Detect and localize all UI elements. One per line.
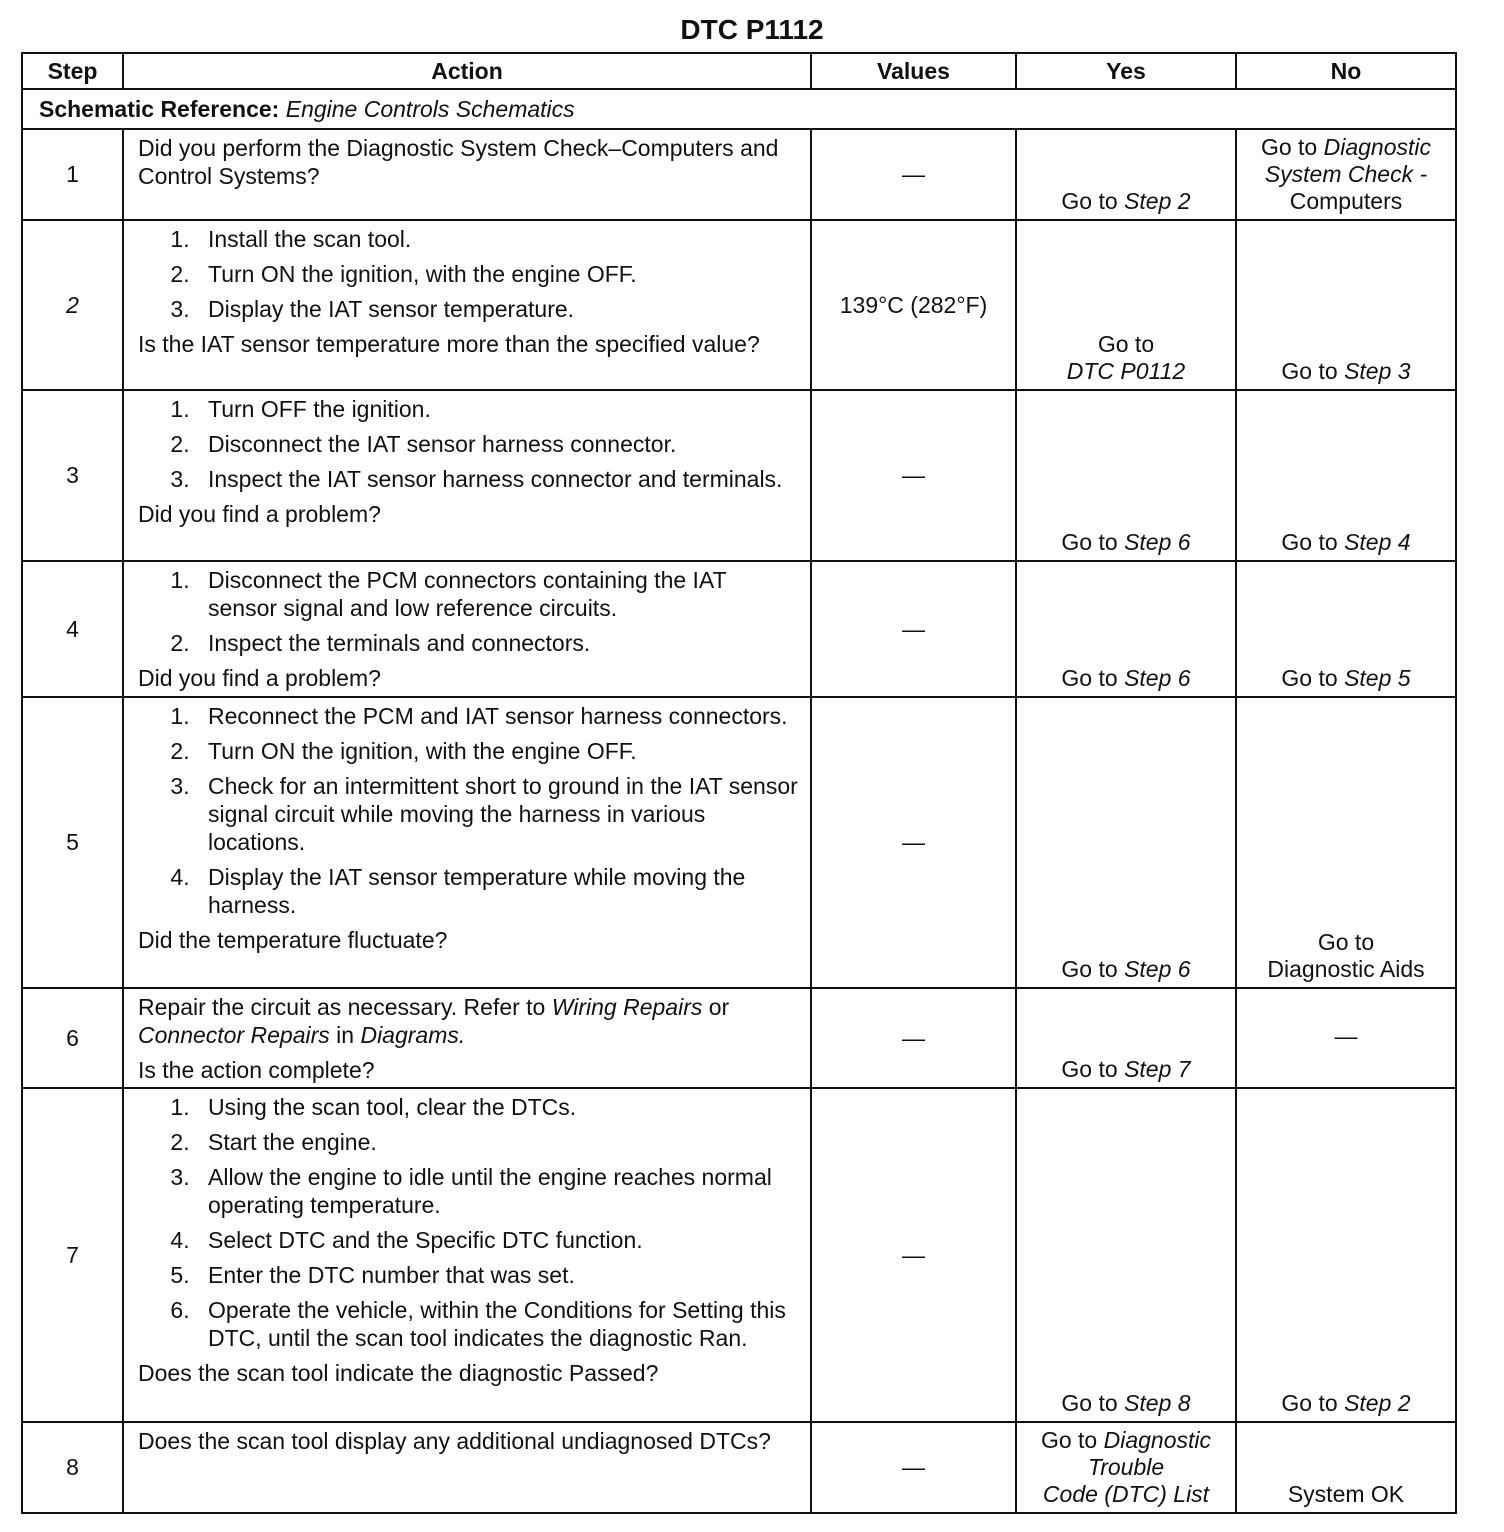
yes-link: Step 6: [1124, 529, 1191, 555]
step-number: 4: [22, 561, 123, 697]
schematic-row: [22, 89, 1456, 129]
instruction-item: 1. Turn OFF the ignition.: [196, 395, 800, 423]
yes-cell: Go to DTC P0112: [1016, 220, 1236, 390]
instruction-item: 5. Enter the DTC number that was set.: [196, 1261, 800, 1289]
diagnostic-table: [21, 52, 1457, 1514]
table-row: [22, 1088, 1456, 1422]
no-link: Step 2: [1344, 1390, 1411, 1416]
step-instructions: [138, 702, 800, 919]
schematic-reference-link: Engine Controls Schematics: [285, 95, 575, 122]
value-cell: —: [811, 1422, 1016, 1513]
yes-cell: Go to Step 6: [1016, 390, 1236, 561]
header-row: [22, 53, 1456, 89]
step-question: Did you perform the Diagnostic System Check–Computers and Control Systems?: [138, 135, 779, 189]
no-cell: Go to Diagnostic Aids: [1236, 697, 1456, 988]
instruction-item: 2. Inspect the terminals and connectors.: [196, 629, 800, 657]
wiring-repairs-link: Wiring Repairs: [551, 994, 703, 1020]
yes-cell: Go to Step 2: [1016, 129, 1236, 220]
no-cell: Go to Step 4: [1236, 390, 1456, 561]
step-instructions: [138, 1093, 800, 1352]
instruction-item: 6. Operate the vehicle, within the Conditions for Setting this DTC, until the scan tool indicates the diagnostic Ran.: [196, 1296, 800, 1352]
instruction-item: 2. Turn ON the ignition, with the engine OFF.: [196, 737, 800, 765]
yes-link: Step 2: [1124, 188, 1191, 214]
instruction-item: 1. Disconnect the PCM connectors containing the IAT sensor signal and low reference circuits.: [196, 566, 800, 622]
table-row: [22, 1422, 1456, 1513]
no-link: Step 4: [1344, 529, 1411, 555]
value-cell: —: [811, 129, 1016, 220]
step-question: Does the scan tool indicate the diagnostic Passed?: [138, 1360, 659, 1386]
no-link: Diagnostic Aids: [1267, 956, 1425, 982]
table-row: [22, 129, 1456, 220]
header-action: Action: [123, 53, 811, 89]
yes-link: Diagnostic: [1103, 1427, 1212, 1453]
yes-link: Step 8: [1124, 1390, 1191, 1416]
table-row: [22, 561, 1456, 697]
value-cell: —: [811, 390, 1016, 561]
no-link-tail: Computers: [1289, 188, 1403, 214]
yes-link: Step 6: [1124, 665, 1191, 691]
step-number: 3: [22, 390, 123, 561]
step-question: Is the action complete?: [138, 1057, 375, 1083]
step-question: Is the IAT sensor temperature more than the specified value?: [138, 331, 760, 357]
value-cell: 139°C (282°F): [811, 220, 1016, 390]
step-instructions: [138, 395, 800, 493]
instruction-item: 1. Install the scan tool.: [196, 225, 800, 253]
table-row: [22, 220, 1456, 390]
step-instructions: [138, 566, 800, 657]
step-number: 6: [22, 988, 123, 1088]
table-row: [22, 697, 1456, 988]
step-question: Does the scan tool display any additional undiagnosed DTCs?: [138, 1428, 771, 1454]
yes-cell: Go to Step 7: [1016, 988, 1236, 1088]
instruction-item: 2. Disconnect the IAT sensor harness connector.: [196, 430, 800, 458]
instruction-item: 4. Display the IAT sensor temperature while moving the harness.: [196, 863, 800, 919]
diagrams-link: Diagrams.: [360, 1022, 466, 1048]
value-cell: —: [811, 1088, 1016, 1422]
instruction-item: 1. Using the scan tool, clear the DTCs.: [196, 1093, 800, 1121]
header-no: No: [1236, 53, 1456, 89]
step-instructions: [138, 225, 800, 323]
table-row: [22, 988, 1456, 1088]
no-cell: Go to Diagnostic System Check - Computers: [1236, 129, 1456, 220]
yes-cell: Go to Step 8: [1016, 1088, 1236, 1422]
no-link: Step 3: [1344, 358, 1411, 384]
instruction-item: 3. Allow the engine to idle until the engine reaches normal operating temperature.: [196, 1163, 800, 1219]
schematic-label: Schematic Reference:: [39, 95, 280, 122]
no-cell: System OK: [1236, 1422, 1456, 1513]
step-number: 5: [22, 697, 123, 988]
step-number: 1: [22, 129, 123, 220]
connector-repairs-link: Connector Repairs: [138, 1022, 330, 1048]
value-cell: —: [811, 561, 1016, 697]
yes-cell: Go to Step 6: [1016, 561, 1236, 697]
yes-link: Step 6: [1124, 956, 1191, 982]
instruction-item: 1. Reconnect the PCM and IAT sensor harness connectors.: [196, 702, 800, 730]
instruction-item: 3. Check for an intermittent short to ground in the IAT sensor signal circuit while moving the harness in various locations.: [196, 772, 800, 856]
table-row: [22, 390, 1456, 561]
no-cell: Go to Step 2: [1236, 1088, 1456, 1422]
step-question: Did you find a problem?: [138, 501, 381, 527]
no-cell: Go to Step 3: [1236, 220, 1456, 390]
step-number: 2: [66, 291, 79, 318]
header-step: Step: [22, 53, 123, 89]
page-title: DTC P1112: [680, 14, 824, 45]
instruction-item: 2. Turn ON the ignition, with the engine OFF.: [196, 260, 800, 288]
no-link: Step 5: [1344, 665, 1411, 691]
instruction-item: 3. Inspect the IAT sensor harness connector and terminals.: [196, 465, 800, 493]
instruction-item: 4. Select DTC and the Specific DTC function.: [196, 1226, 800, 1254]
step-number: 7: [22, 1088, 123, 1422]
step-number: 8: [22, 1422, 123, 1513]
step-question: Did the temperature fluctuate?: [138, 927, 448, 953]
header-yes: Yes: [1016, 53, 1236, 89]
step-question: Did you find a problem?: [138, 665, 381, 691]
yes-cell: Go to Diagnostic Trouble Code (DTC) List: [1016, 1422, 1236, 1513]
no-cell: —: [1236, 988, 1456, 1088]
value-cell: —: [811, 988, 1016, 1088]
instruction-item: 2. Start the engine.: [196, 1128, 800, 1156]
yes-cell: Go to Step 6: [1016, 697, 1236, 988]
no-cell: Go to Step 5: [1236, 561, 1456, 697]
header-values: Values: [811, 53, 1016, 89]
step-instruction: Repair the circuit as necessary. Refer to Wiring Repairs or Connector Repairs in Diagrams.: [138, 994, 730, 1048]
no-link: Diagnostic System Check -: [1264, 134, 1432, 187]
yes-link: Step 7: [1124, 1056, 1191, 1082]
instruction-item: 3. Display the IAT sensor temperature.: [196, 295, 800, 323]
value-cell: —: [811, 697, 1016, 988]
yes-link: DTC P0112: [1066, 358, 1186, 384]
